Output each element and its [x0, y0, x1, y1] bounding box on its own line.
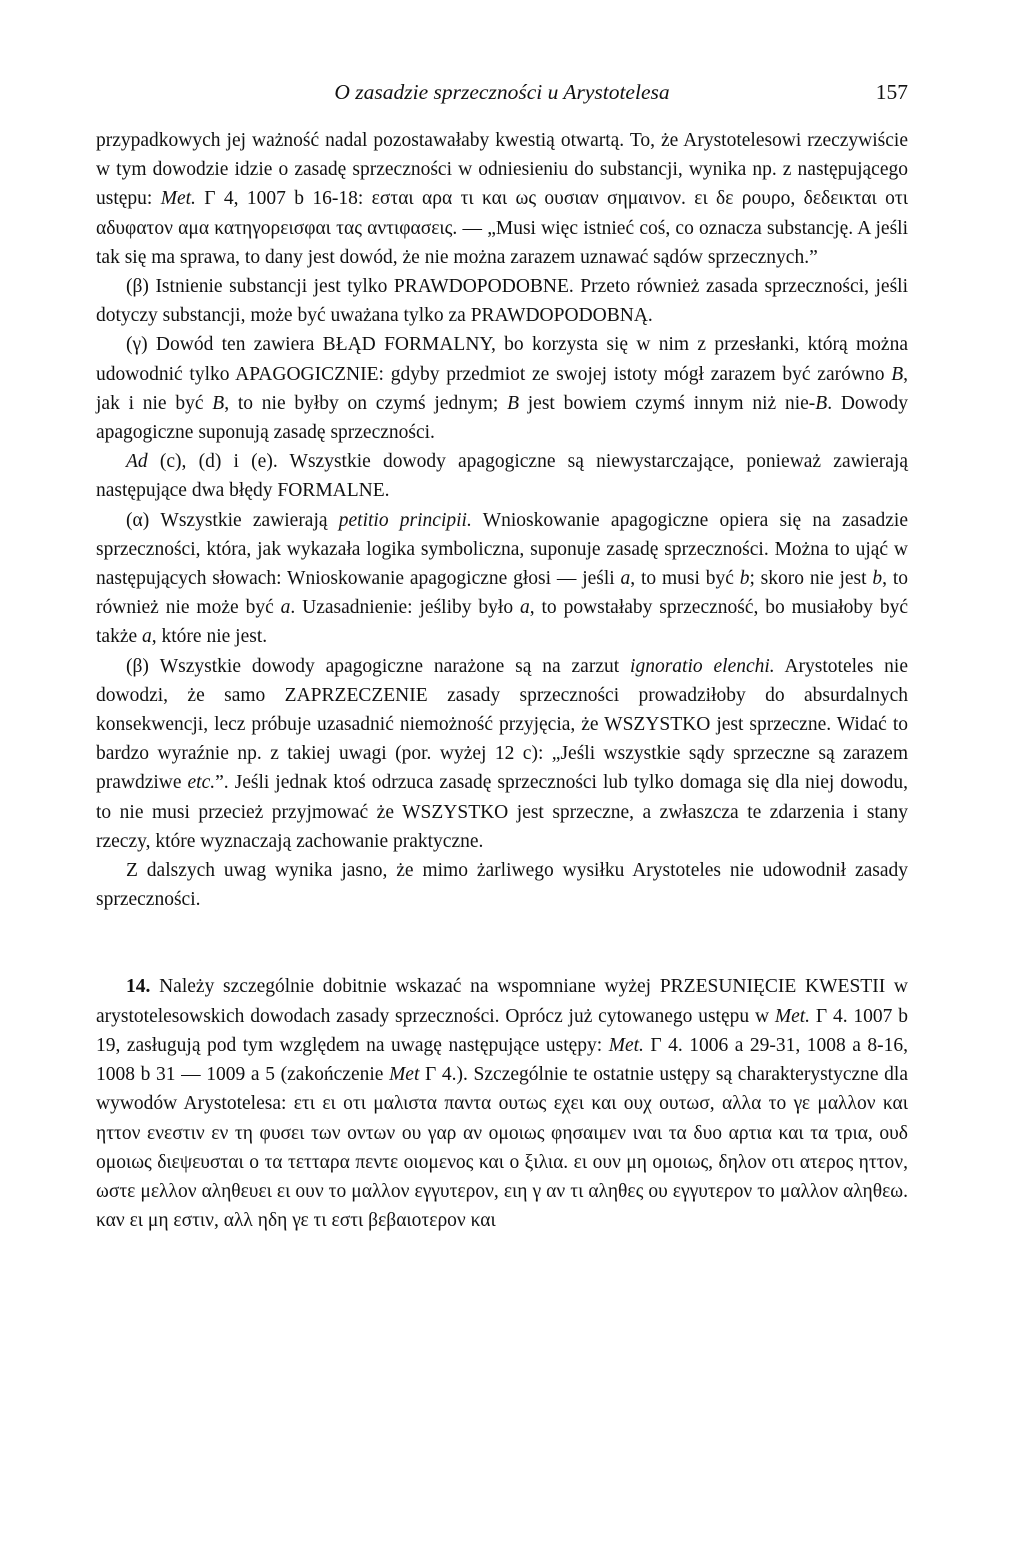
variable: b [739, 568, 750, 590]
source-reference: Met. [160, 188, 196, 210]
running-head [96, 76, 908, 108]
paragraph-conclusion [96, 856, 908, 914]
text-run: , to również nie może być [96, 568, 909, 619]
text-run: , to powstałaby sprzeczność, bo musiałoby być także [96, 597, 908, 648]
text-run: , to musi być [630, 568, 740, 590]
text-run: Należy szczególnie dobitnie wskazać na wspomniane wyżej PRZESUNIĘCIE KWESTII w arystotelesowskich dowodach zasady sprzeczności. Oprócz już cytowanego ustępu w [96, 976, 908, 1027]
latin-term: etc. [187, 772, 216, 794]
text-run: przypadkowych jej ważność nadal pozostawałaby kwestią otwartą. To, że Arystotelesowi rzeczywiście w tym dowodzie idzie o zasadę sprzeczności w odniesieniu do substancji, wynika np. z następującego ustępu: [96, 130, 908, 210]
latin-term: petitio principii. [338, 509, 472, 531]
source-reference: Met. [774, 1005, 811, 1027]
body-text [96, 126, 908, 1235]
text-run: ”. Jeśli jednak ktoś odrzuca zasadę sprzeczności lub tylko domaga się dla niej dowodu, to nie musi przecież przyjmować że WSZYSTKO jest sprzeczne, a zwłaszcza te zdarzenia i stany rzeczy, które wyznaczają zachowanie praktyczne. [96, 772, 908, 852]
variable: B [507, 392, 519, 414]
text-run: (β) Istnienie substancji jest tylko PRAWDOPODOBNE. Przeto również zasada sprzeczności, jeśli dotyczy substancji, może być uważana tylko za PRAWDOPODOBNĄ. [96, 276, 908, 327]
ad-marker: Ad [126, 451, 148, 473]
text-run: (β) Wszystkie dowody apagogiczne narażone są na zarzut [126, 655, 631, 677]
paragraph-alpha [96, 506, 908, 652]
variable: a [519, 597, 530, 619]
text-run: jest bowiem czymś innym niż nie- [518, 392, 816, 414]
variable: a [142, 626, 152, 648]
paragraph-continuation [96, 126, 908, 272]
text-run: Z dalszych uwag wynika jasno, że mimo żarliwego wysiłku Arystoteles nie udowodnił zasady sprzeczności. [96, 860, 908, 911]
section-number: 14. [126, 976, 151, 998]
running-title: O zasadzie sprzeczności u Arystotelesa [334, 80, 670, 104]
text-run: Γ 4, 1007 b 16-18: εσται αρα τι και ως ουσιαν σημαινον. ει δε ρουρο, δεδεικται οτι αδυφατον αμα κατηγορεισφαι τας αντιφασεις. — „Musi więc istnieć coś, co oznacza substancję. A jeśli tak się ma sprawa, to dany jest dowód, że nie można zarazem uznawać sądów sprzecznych.” [96, 188, 908, 268]
text-run: ; skoro nie jest [749, 568, 873, 590]
source-reference: Met [389, 1064, 420, 1086]
page-number: 157 [875, 80, 908, 104]
variable: b [872, 568, 883, 590]
text-run: . Uzasadnienie: jeśliby było [290, 597, 520, 619]
text-run: Arystoteles nie dowodzi, że samo ZAPRZECZENIE zasady sprzeczności prowadziłoby do absurdalnych konsekwencji, lecz próbuje uzasadnić niemożność przyjęcia, że WSZYSTKO jest sprzeczne. Widać to bardzo wyraźnie np. z takiej uwagi (por. wyżej 12 c): „Jeśli wszystkie sądy sprzeczne są zarazem prawdziwe [96, 655, 908, 794]
text-run: (γ) Dowód ten zawiera BŁĄD FORMALNY, bo korzysta się w nim z przesłanki, którą można udowodnić tylko APAGOGICZNIE: gdyby przedmiot ze swojej istoty mógł zarazem być zarówno [96, 334, 908, 385]
paragraph-gamma [96, 330, 908, 447]
variable: B [891, 363, 904, 385]
text-run: , to nie byłby on czymś jednym; [224, 392, 508, 414]
text-run: (α) Wszystkie zawierają [126, 509, 339, 531]
paragraph-ad [96, 447, 908, 505]
paragraph-beta-2 [96, 652, 908, 856]
latin-term: ignoratio elenchi. [630, 655, 775, 677]
text-run: Γ 4.). Szczególnie te ostatnie ustępy są charakterystyczne dla wywodów Arystotelesa: ετι ει οτι μαλιστα παντα ουτως εχει και ουχ ουτωσ, αλλα το γε μαλλον και ηττον ενεστιν εν τη φυσει των οντων ου γαρ αν ομοιως φησαιμεν ιναι τα δυο αρτια και τα τρια, ουδ ομοιως διεψευσται ο τα τετταρα πεντε οιομενος και ο ξιλια. ει ουν μη ομοιως, δηλον οτι ατερος ηττον, ωστε μελλον αληθευει ει ουν το μαλλον εγγυτερον, ειη γ αν τι αληθες ου εγγυτερον το μαλλον αληθεω. καν ει μη εστιν, αλλ ηδη γε τι εστι βεβαιοτερον και [96, 1064, 909, 1232]
variable: B [815, 392, 828, 414]
text-run: Γ 4. 1007 b 19, zasługują pod tym względem na uwagę następujące ustępy: [96, 1005, 908, 1056]
text-run: Wnioskowanie apagogiczne opiera się na zasadzie sprzeczności, która, jak wykazała logika symboliczna, suponuje zasadę sprzeczności. Można to ująć w następujących słowach: Wnioskowanie apagogiczne głosi — jeśli [96, 509, 908, 590]
text-run: , jak i nie być [96, 363, 908, 414]
variable: B [212, 392, 225, 414]
text-run: Γ 4. 1006 a 29-31, 1008 a 8-16, 1008 b 31 — 1009 a 5 (zakończenie [96, 1034, 908, 1086]
source-reference: Met. [608, 1034, 644, 1056]
variable: a [620, 568, 631, 590]
paragraph-beta [96, 272, 908, 330]
paragraph-section-14 [96, 972, 908, 1235]
text-run: (c), (d) i (e). Wszystkie dowody apagogiczne są niewystarczające, ponieważ zawierają następujące dwa błędy FORMALNE. [96, 451, 908, 502]
text-run: , które nie jest. [151, 626, 268, 648]
variable: a [280, 597, 291, 619]
text-run: . Dowody apagogiczne suponują zasadę sprzeczności. [96, 392, 908, 444]
